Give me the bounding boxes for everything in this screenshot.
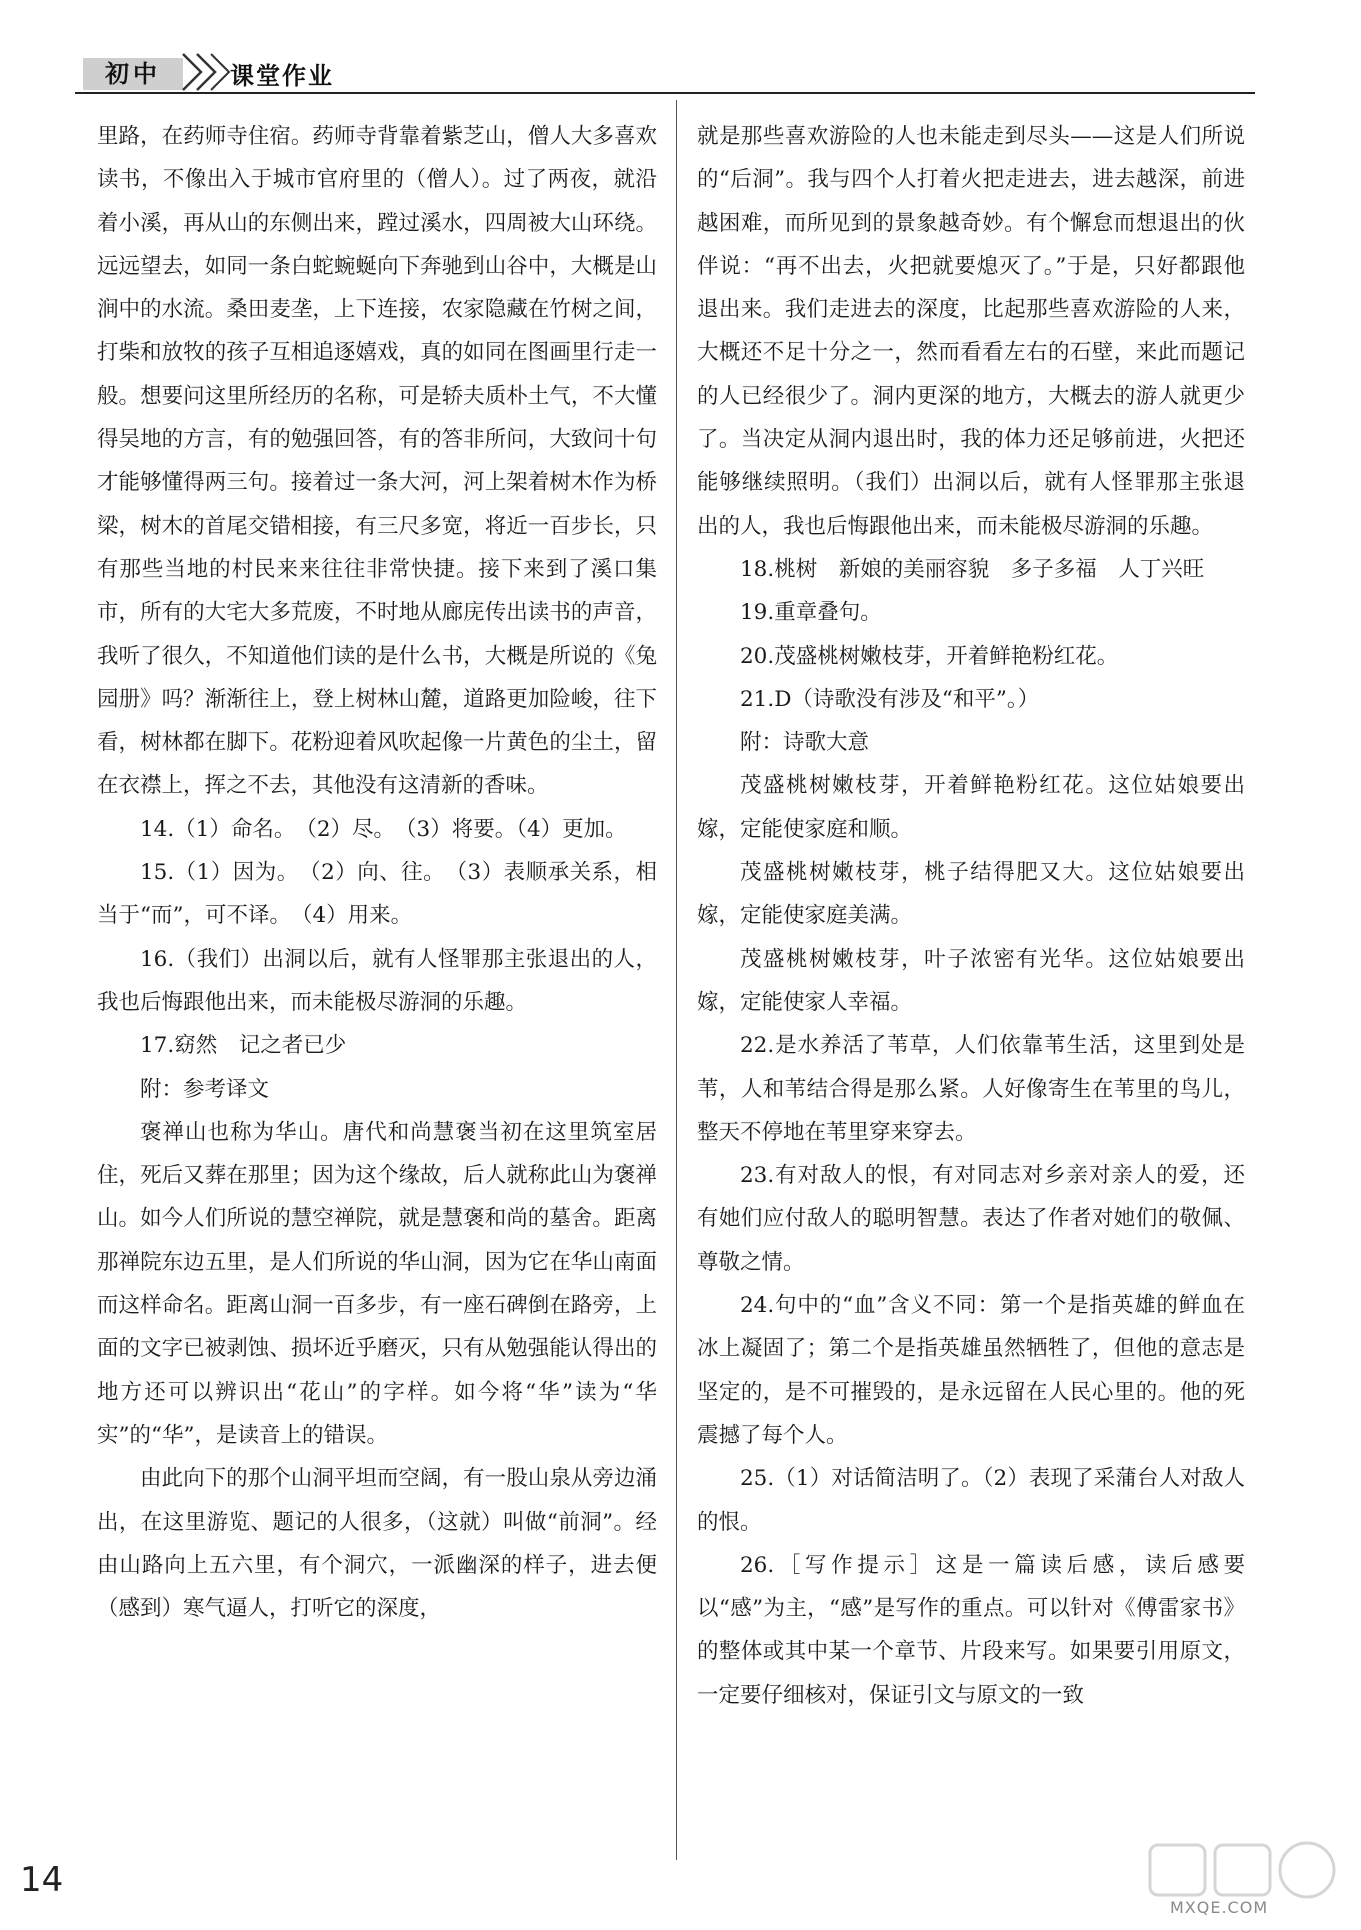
paragraph: 由此向下的那个山洞平坦而空阔，有一股山泉从旁边涌出，在这里游览、题记的人很多，（这就）叫做“前洞”。经由山路向上五六里，有个洞穴，一派幽深的样子，进去便（感到）寒气逼人，打听它的深度， [97,1466,657,1622]
answer-16: 16.（我们）出洞以后，就有人怪罪那主张退出的人，我也后悔跟他出来，而未能极尽游洞的乐趣。 [97,946,657,1015]
answer-15: 15.（1）因为。 （2）向、往。 （3）表顺承关系，相当于“而”，可不译。 （4）用来。 [97,860,657,929]
paragraph: 褒禅山也称为华山。唐代和尚慧褒当初在这里筑室居住，死后又葬在那里；因为这个缘故，后人就称此山为褒禅山。如今人们所说的慧空禅院，就是慧褒和尚的墓舍。距离那禅院东边五里，是人们所说的华山洞，因为它在华山南面而这样命名。距离山洞一百多步，有一座石碑倒在路旁，上面的文字已被剥蚀、损坏近乎磨灭，只有从勉强能认得出的地方还可以辨识出“花山”的字样。如今将“华”读为“华实”的“华”，是读音上的错误。 [97,1119,657,1448]
watermark-text: MXQE.COM [1170,1898,1269,1917]
answer-26: 26.［写作提示］这是一篇读后感，读后感要以“感”为主，“感”是写作的重点。可以针对《傅雷家书》的整体或其中某一个章节、片段来写。如果要引用原文，一定要仔细核对，保证引文与原文的一致 [697,1552,1245,1708]
page-header [75,50,1255,94]
page-number: 14 [20,1860,64,1900]
right-column [697,115,1245,1717]
answer-23: 23.有对敌人的恨，有对同志对乡亲对亲人的爱，还有她们应付敌人的聪明智慧。表达了作者对她们的敬佩、尊敬之情。 [697,1163,1245,1275]
answer-17: 17.窈然 记之者已少 [140,1033,347,1059]
book-title: 课堂作业 [230,62,334,90]
answer-21: 21.D（诗歌没有涉及“和平”。） [740,686,1040,712]
appendix-label: 附：诗歌大意 [740,730,870,756]
appendix-label: 附：参考译文 [140,1076,270,1102]
answer-18: 18.桃树 新娘的美丽容貌 多子多福 人丁兴旺 [740,556,1205,582]
answer-20: 20.茂盛桃树嫩枝芽，开着鲜艳粉红花。 [740,643,1119,669]
column-divider [676,100,677,1860]
poem-paragraph: 茂盛桃树嫩枝芽，叶子浓密有光华。这位姑娘要出嫁，定能使家人幸福。 [697,946,1245,1015]
poem-paragraph: 茂盛桃树嫩枝芽，开着鲜艳粉红花。这位姑娘要出嫁，定能使家庭和顺。 [697,773,1245,842]
left-column [97,115,657,1630]
paragraph: 里路，在药师寺住宿。药师寺背靠着紫芝山，僧人大多喜欢读书，不像出入于城市官府里的（僧人）。过了两夜，就沿着小溪，再从山的东侧出来，蹚过溪水，四周被大山环绕。远远望去，如同一条白蛇蜿蜒向下奔驰到山谷中，大概是山涧中的水流。桑田麦垄，上下连接，农家隐藏在竹树之间，打柴和放牧的孩子互相追逐嬉戏，真的如同在图画里行走一般。想要问这里所经历的名称，可是轿夫质朴土气，不大懂得吴地的方言，有的勉强回答，有的答非所问，大致问十句才能够懂得两三句。接着过一条大河，河上架着树木作为桥梁，树木的首尾交错相接，有三尺多宽，将近一百步长，只有那些当地的村民来来往往非常快捷。接下来到了溪口集市，所有的大宅大多荒废，不时地从廊庑传出读书的声音，我听了很久，不知道他们读的是什么书，大概是所说的《兔园册》吗？渐渐往上，登上树林山麓，道路更加险峻，往下看，树林都在脚下。花粉迎着风吹起像一片黄色的尘土，留在衣襟上，挥之不去，其他没有这清新的香味。 [97,124,657,799]
answer-24: 24.句中的“血”含义不同：第一个是指英雄的鲜血在冰上凝固了；第二个是指英雄虽然牺牲了，但他的意志是坚定的，是不可摧毁的，是永远留在人民心里的。他的死震撼了每个人。 [697,1293,1245,1448]
answer-14: 14.（1）命名。 （2）尽。 （3）将要。（4）更加。 [140,816,627,842]
level-badge: 初中 [83,58,183,90]
answer-22: 22.是水养活了苇草，人们依靠苇生活，这里到处是苇，人和苇结合得是那么紧。人好像寄生在苇里的鸟儿，整天不停地在苇里穿来穿去。 [697,1033,1245,1145]
answer-19: 19.重章叠句。 [740,600,882,626]
poem-paragraph: 茂盛桃树嫩枝芽，桃子结得肥又大。这位姑娘要出嫁，定能使家庭美满。 [697,860,1245,929]
paragraph: 就是那些喜欢游险的人也未能走到尽头——这是人们所说的“后洞”。我与四个人打着火把走进去，进去越深，前进越困难，而所见到的景象越奇妙。有个懈怠而想退出的伙伴说：“再不出去，火把就要熄灭了。”于是，只好都跟他退出来。我们走进去的深度，比起那些喜欢游险的人来，大概还不足十分之一，然而看看左右的石壁，来此而题记的人已经很少了。洞内更深的地方，大概去的游人就更少了。当决定从洞内退出时，我的体力还足够前进，火把还能够继续照明。（我们）出洞以后，就有人怪罪那主张退出的人，我也后悔跟他出来，而未能极尽游洞的乐趣。 [697,124,1245,539]
answer-25: 25.（1）对话简洁明了。（2）表现了采蒲台人对敌人的恨。 [697,1466,1245,1535]
header-rule [75,92,1255,94]
